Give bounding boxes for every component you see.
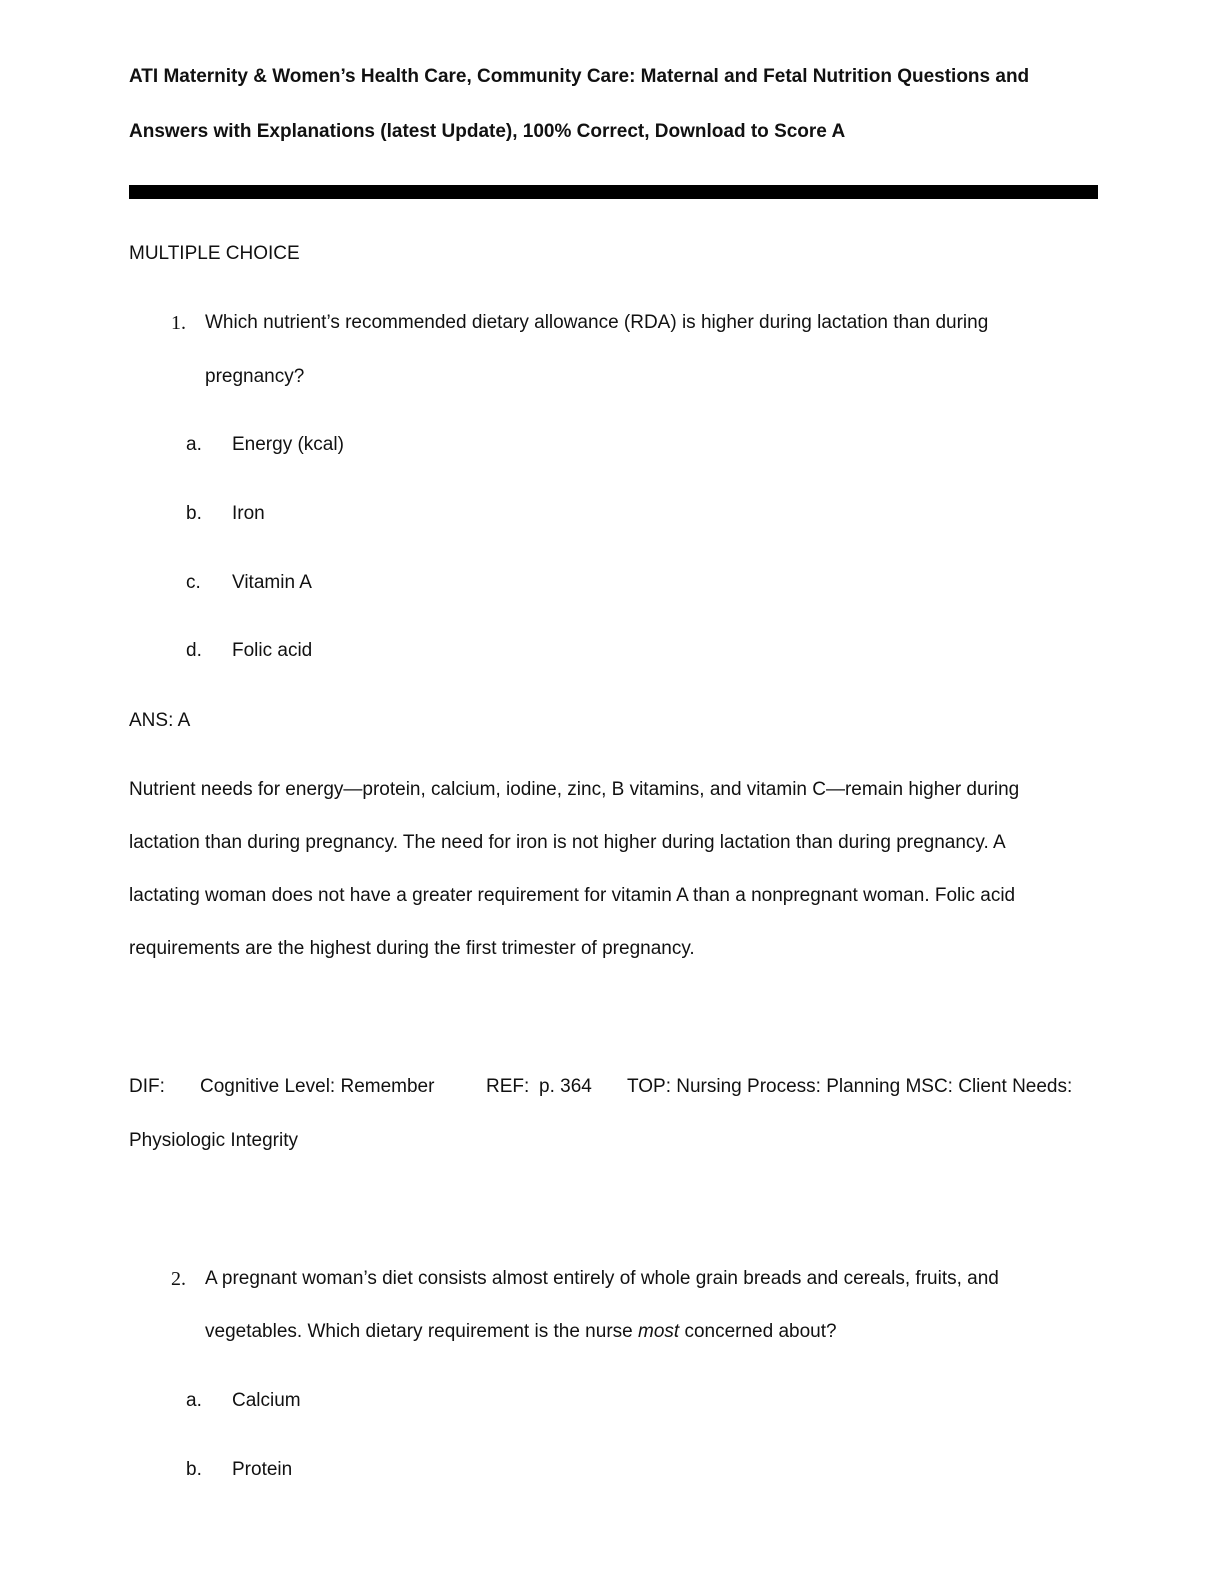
- ref-value: p. 364: [539, 1076, 592, 1097]
- question-text-line-1: Which nutrient’s recommended dietary allowance (RDA) is higher during lactation than during: [205, 312, 989, 333]
- dif-label: DIF:: [129, 1076, 165, 1097]
- rationale-line-1: Nutrient needs for energy—protein, calcium, iodine, zinc, B vitamins, and vitamin C—remain higher during: [129, 779, 1020, 800]
- answer-key: ANS: A: [129, 710, 191, 731]
- document-title-line-1: ATI Maternity & Women’s Health Care, Community Care: Maternal and Fetal Nutrition Questions and: [129, 66, 1030, 87]
- metadata-line-2: Physiologic Integrity: [129, 1130, 298, 1151]
- document-title-line-2: Answers with Explanations (latest Update), 100% Correct, Download to Score A: [129, 121, 846, 142]
- option-text: Folic acid: [232, 640, 313, 661]
- ref-label: REF:: [486, 1076, 530, 1097]
- emphasis-most: most: [638, 1321, 680, 1342]
- question-number: 1.: [171, 312, 186, 334]
- section-heading: MULTIPLE CHOICE: [129, 243, 300, 264]
- question-text-before: vegetables. Which dietary requirement is the nurse: [205, 1321, 638, 1342]
- option-text: Vitamin A: [232, 572, 312, 593]
- option-letter: b.: [186, 503, 202, 524]
- option-letter: c.: [186, 572, 201, 593]
- option-letter: b.: [186, 1459, 202, 1480]
- option-text: Iron: [232, 503, 265, 524]
- rationale-line-2: lactation than during pregnancy. The need for iron is not higher during lactation than during pregnancy. A: [129, 832, 1006, 853]
- question-text-line-2: [205, 1321, 837, 1343]
- option-text: Energy (kcal): [232, 434, 344, 455]
- option-letter: d.: [186, 640, 202, 661]
- question-text-line-2: pregnancy?: [205, 366, 305, 387]
- option-letter: a.: [186, 1390, 202, 1411]
- title-divider-rule: [129, 185, 1098, 199]
- question-number: 2.: [171, 1268, 186, 1290]
- rationale-line-3: lactating woman does not have a greater requirement for vitamin A than a nonpregnant woman. Folic acid: [129, 885, 1016, 906]
- option-text: Calcium: [232, 1390, 301, 1411]
- option-text: Protein: [232, 1459, 293, 1480]
- question-text-after: concerned about?: [679, 1321, 837, 1342]
- question-text-line-1: A pregnant woman’s diet consists almost entirely of whole grain breads and cereals, fruits, and: [205, 1268, 999, 1289]
- topic-msc: TOP: Nursing Process: Planning MSC: Client Needs:: [627, 1076, 1073, 1097]
- rationale-line-4: requirements are the highest during the first trimester of pregnancy.: [129, 938, 695, 959]
- option-letter: a.: [186, 434, 202, 455]
- dif-value: Cognitive Level: Remember: [200, 1076, 435, 1097]
